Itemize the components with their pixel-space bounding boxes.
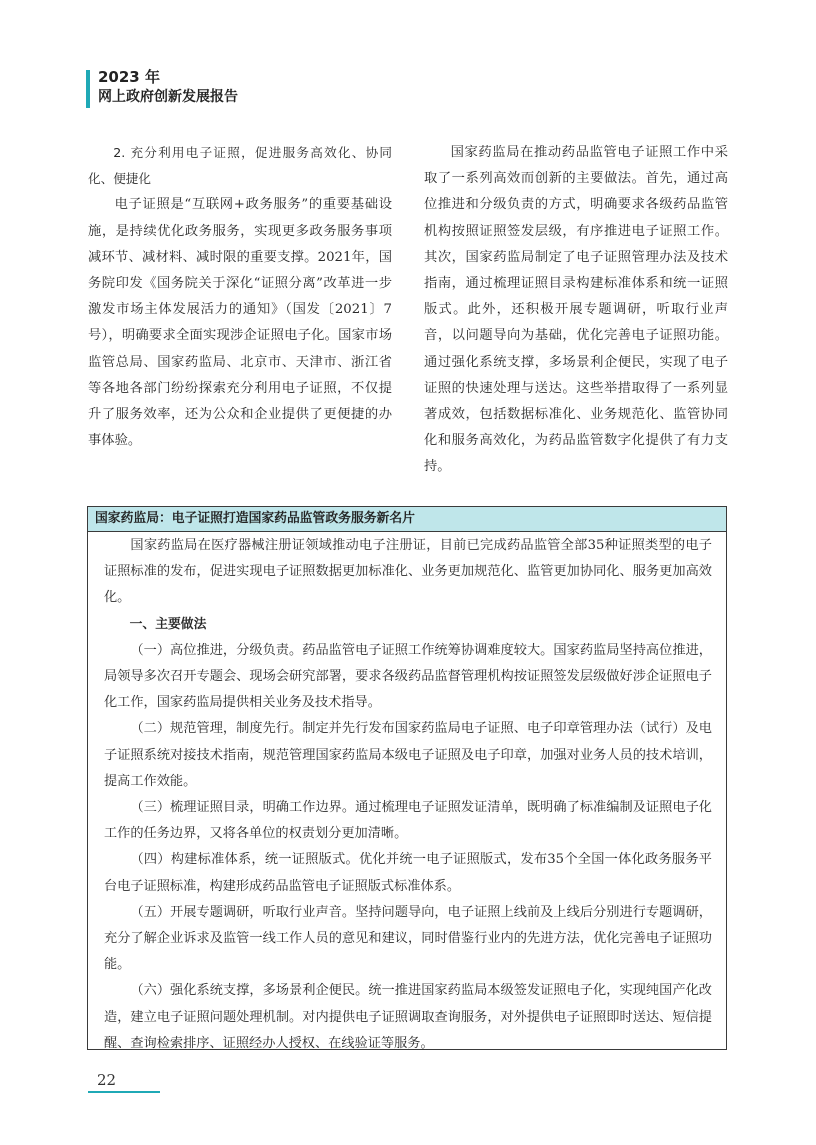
case-study-intro: 国家药监局在医疗器械注册证领域推动电子注册证，目前已完成药品监管全部35种证照类型的电子证照标准的发布，促进实现电子证照数据更加标准化、业务更加规范化、监管更加协同化、服务更加高效化。 — [104, 538, 712, 606]
right-column — [424, 140, 728, 481]
case-study-section-heading: 一、主要做法 — [129, 616, 207, 632]
case-study-item: （四）构建标准体系，统一证照版式。优化并统一电子证照版式，发布35个全国一体化政务服务平台电子证照标准，构建形成药品监管电子证照版式标准体系。 — [104, 852, 712, 894]
header-accent-bar — [86, 70, 90, 108]
case-study-body — [88, 532, 726, 1057]
left-paragraph: 电子证照是“互联网+政务服务”的重要基础设施，是持续优化政务服务，实现更多政务服务事项减环节、减材料、减时限的重要支撑。2021年，国务院印发《国务院关于深化“证照分离”改革进一步激发市场主体发展活力的通知》（国发〔2021〕7号），明确要求全面实现涉企证照电子化。国家市场监管总局、国家药监局、北京市、天津市、浙江省等各地各部门纷纷探索充分利用电子证照，不仅提升了服务效率，还为公众和企业提供了更便捷的办事体验。 — [88, 197, 392, 449]
case-study-item: （二）规范管理，制度先行。制定并先行发布国家药监局电子证照、电子印章管理办法（试行）及电子证照系统对接技术指南，规范管理国家药监局本级电子证照及电子印章，加强对业务人员的技术培训，提高工作效能。 — [104, 721, 712, 789]
footer-accent-line — [88, 1091, 160, 1093]
case-study-item: （一）高位推进，分级负责。药品监管电子证照工作统筹协调难度较大。国家药监局坚持高位推进，局领导多次召开专题会、现场会研究部署，要求各级药品监督管理机构按证照签发层级做好涉企证照电子化工作，国家药监局提供相关业务及技术指导。 — [104, 642, 712, 711]
case-study-item: （六）强化系统支撑，多场景利企便民。统一推进国家药监局本级签发证照电子化，实现纯国产化改造，建立电子证照问题处理机制。对内提供电子证照调取查询服务，对外提供电子证照即时送达、短信提醒、查询检索排序、证照经办人授权、在线验证等服务。 — [104, 983, 712, 1051]
header-title: 网上政府创新发展报告 — [98, 89, 238, 105]
case-study-item: （五）开展专题调研，听取行业声音。坚持问题导向，电子证照上线前及上线后分别进行专题调研，充分了解企业诉求及监管一线工作人员的意见和建议，同时借鉴行业内的先进方法，优化完善电子证照功能。 — [104, 904, 712, 973]
section-subheading: 2. 充分利用电子证照，促进服务高效化、协同化、便捷化 — [88, 145, 392, 187]
case-study-title: 国家药监局：电子证照打造国家药品监管政务服务新名片 — [88, 507, 726, 532]
left-column — [88, 140, 392, 454]
header-year: 2023 年 — [98, 68, 160, 86]
case-study-item: （三）梳理证照目录，明确工作边界。通过梳理电子证照发证清单，既明确了标准编制及证照电子化工作的任务边界，又将各单位的权责划分更加清晰。 — [104, 800, 712, 842]
case-study-box — [87, 506, 727, 1050]
page-number: 22 — [97, 1071, 117, 1089]
right-paragraph: 国家药监局在推动药品监管电子证照工作中采取了一系列高效而创新的主要做法。首先，通过高位推进和分级负责的方式，明确要求各级药品监管机构按照证照签发层级，有序推进电子证照工作。其次，国家药监局制定了电子证照管理办法及技术指南，通过梳理证照目录构建标准体系和统一证照版式。此外，还积极开展专题调研，听取行业声音，以问题导向为基础，优化完善电子证照功能。通过强化系统支撑，多场景利企便民，实现了电子证照的快速处理与送达。这些举措取得了一系列显著成效，包括数据标准化、业务规范化、监管协同化和服务高效化，为药品监管数字化提供了有力支持。 — [424, 145, 728, 475]
